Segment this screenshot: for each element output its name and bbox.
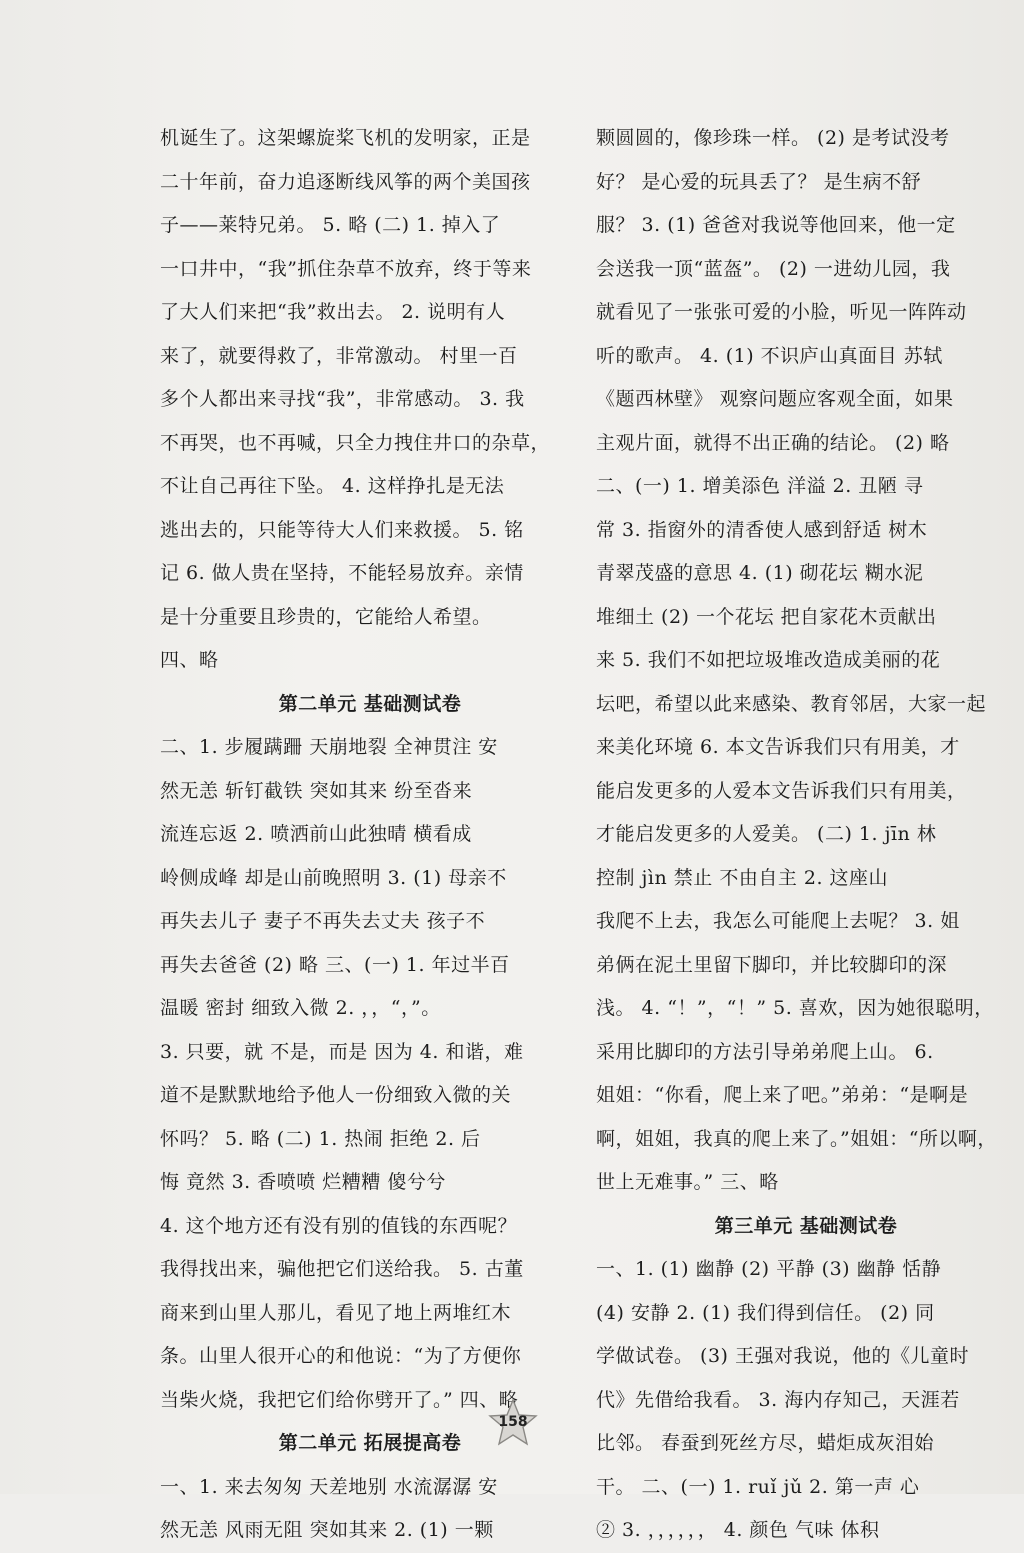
text-line: 是十分重要且珍贵的，它能给人希望。: [160, 605, 492, 628]
right-column: [596, 117, 1016, 1553]
text-line: 采用比脚印的方法引导弟弟爬上山。 6.: [596, 1040, 934, 1063]
text-line: 了大人们来把“我”救出去。 2. 说明有人: [160, 301, 506, 323]
text-line: 听的歌声。 4. (1) 不识庐山真面目 苏轼: [596, 344, 943, 367]
text-line: 学做试卷。 (3) 王强对我说，他的《儿童时: [596, 1345, 969, 1367]
text-line: 道不是默默地给予他人一份细致入微的关: [160, 1084, 512, 1106]
page-number-badge: [487, 1398, 539, 1448]
text-line: 4. 这个地方还有没有别的值钱的东西呢？: [160, 1214, 518, 1237]
text-line: 我爬不上去，我怎么可能爬上去呢？ 3. 姐: [596, 910, 960, 932]
left-column: [160, 117, 580, 1553]
text-line: 二、(一) 1. 增美添色 洋溢 2. 丑陋 寻: [596, 475, 924, 497]
text-line: 二十年前，奋力追逐断线风筝的两个美国孩: [160, 170, 531, 193]
text-line: 逃出去的，只能等待大人们来救援。 5. 铭: [160, 518, 524, 541]
text-line: 怀吗？ 5. 略 (二) 1. 热闹 拒绝 2. 后: [160, 1127, 481, 1150]
text-line: 条。山里人很开心的和他说：“为了方便你: [160, 1345, 522, 1367]
text-line: 好？ 是心爱的玩具丢了？ 是生病不舒: [596, 170, 922, 193]
text-line: 来美化环境 6. 本文告诉我们只有用美，才: [596, 736, 960, 758]
text-line: 再失去爸爸 (2) 略 三、(一) 1. 年过半百: [160, 953, 510, 976]
text-line: 然无恙 风雨无阻 突如其来 2. (1) 一颗: [160, 1519, 494, 1541]
text-line: 流连忘返 2. 喷洒前山此独晴 横看成: [160, 823, 472, 845]
text-line: 代》先借给我看。 3. 海内存知己，天涯若: [596, 1388, 960, 1411]
text-line: 控制 jìn 禁止 不由自主 2. 这座山: [596, 866, 889, 889]
text-line: 才能启发更多的人爱美。 (二) 1. jīn 林: [596, 823, 937, 845]
text-line: 多个人都出来寻找“我”，非常感动。 3. 我: [160, 388, 525, 410]
text-line: 颗圆圆的，像珍珠一样。 (2) 是考试没考: [596, 127, 950, 149]
text-line: 浅。 4. “！”，“！” 5. 喜欢，因为她很聪明，: [596, 997, 994, 1019]
text-line: 然无恙 斩钉截铁 突如其来 纷至沓来: [160, 779, 473, 802]
text-line: 《题西林壁》 观察问题应客观全面，如果: [596, 388, 954, 410]
text-line: 堆细土 (2) 一个花坛 把自家花木贡献出: [596, 605, 937, 628]
text-line: 能启发更多的人爱本文告诉我们只有用美，: [596, 779, 967, 802]
text-line: 坛吧，希望以此来感染、教育邻居，大家一起: [596, 692, 987, 715]
text-line: 温暖 密封 细致入微 2. ，，“，”。: [160, 997, 441, 1019]
text-line: 来 5. 我们不如把垃圾堆改造成美丽的花: [596, 649, 941, 671]
text-line: 3. 只要，就 不是，而是 因为 4. 和谐，难: [160, 1040, 524, 1063]
text-line: 啊，姐姐，我真的爬上来了。”姐姐：“所以啊，: [596, 1127, 997, 1150]
text-line: 来了，就要得救了，非常激动。 村里一百: [160, 344, 518, 367]
text-line: 弟俩在泥土里留下脚印，并比较脚印的深: [596, 953, 948, 976]
text-line: 二、1. 步履蹒跚 天崩地裂 全神贯注 安: [160, 736, 498, 758]
text-line: 常 3. 指窗外的清香使人感到舒适 树木: [596, 518, 928, 541]
text-line: 我得找出来，骗他把它们送给我。 5. 古董: [160, 1258, 524, 1280]
text-line: 一、1. (1) 幽静 (2) 平静 (3) 幽静 恬静: [596, 1258, 942, 1280]
section-heading: 第三单元 基础测试卷: [714, 1214, 898, 1237]
text-line: 服？ 3. (1) 爸爸对我说等他回来，他一定: [596, 214, 956, 236]
text-line: 世上无难事。” 三、略: [596, 1171, 779, 1193]
text-line: 岭侧成峰 却是山前晚照明 3. (1) 母亲不: [160, 866, 507, 889]
text-line: 机诞生了。这架螺旋桨飞机的发明家，正是: [160, 127, 531, 149]
section-heading: 第二单元 拓展提高卷: [278, 1432, 462, 1454]
text-line: 干。 二、(一) 1. ruǐ jǔ 2. 第一声 心: [596, 1475, 920, 1498]
text-line: 一、1. 来去匆匆 天差地别 水流潺潺 安: [160, 1475, 498, 1498]
text-line: 不让自己再往下坠。 4. 这样挣扎是无法: [160, 475, 505, 497]
page-number: 158: [498, 1414, 528, 1430]
text-line: 一口井中，“我”抓住杂草不放弃，终于等来: [160, 257, 532, 280]
text-line: 会送我一顶“蓝盔”。 (2) 一进幼儿园，我: [596, 257, 951, 280]
text-line: ② 3. ，，，，，， 4. 颜色 气味 体积: [596, 1519, 880, 1541]
text-line: 主观片面，就得不出正确的结论。 (2) 略: [596, 431, 950, 454]
text-line: 青翠茂盛的意思 4. (1) 砌花坛 糊水泥: [596, 562, 924, 584]
text-line: 当柴火烧，我把它们给你劈开了。” 四、略: [160, 1388, 519, 1411]
text-line: 不再哭，也不再喊，只全力拽住井口的杂草，: [160, 431, 551, 454]
text-line: 姐姐：“你看，爬上来了吧。”弟弟：“是啊是: [596, 1084, 969, 1106]
text-line: 四、略: [160, 649, 219, 671]
text-line: 就看见了一张张可爱的小脸，听见一阵阵动: [596, 301, 967, 323]
text-line: (4) 安静 2. (1) 我们得到信任。 (2) 同: [596, 1301, 935, 1324]
text-line: 悔 竟然 3. 香喷喷 烂糟糟 傻兮兮: [160, 1171, 446, 1193]
text-line: 记 6. 做人贵在坚持，不能轻易放弃。亲情: [160, 562, 524, 584]
text-line: 子——莱特兄弟。 5. 略 (二) 1. 掉入了: [160, 214, 501, 236]
text-line: 再失去儿子 妻子不再失去丈夫 孩子不: [160, 910, 486, 932]
text-line: 商来到山里人那儿，看见了地上两堆红木: [160, 1301, 512, 1324]
section-heading: 第二单元 基础测试卷: [278, 692, 462, 715]
text-line: 比邻。 春蚕到死丝方尽，蜡炬成灰泪始: [596, 1432, 935, 1454]
